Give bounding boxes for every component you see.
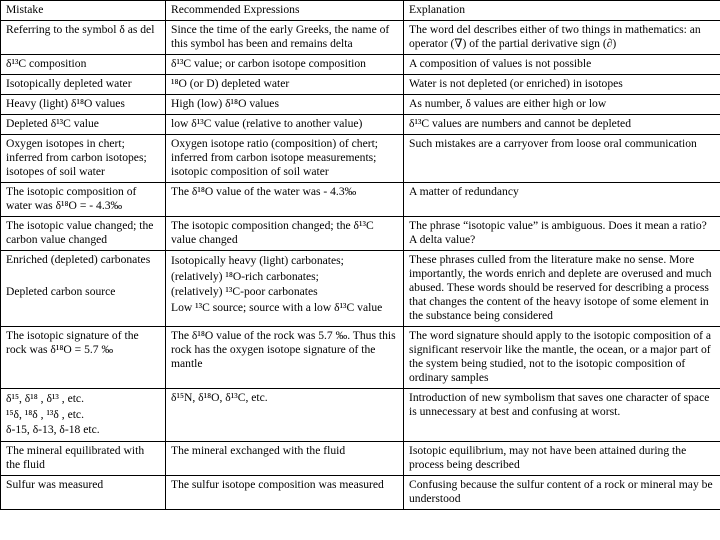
recommended-cell — [166, 389, 404, 442]
cell-text: Oxygen isotope ratio (composition) of chert; inferred from carbon isotope measurements; isotopic composition of soil water — [171, 137, 379, 178]
table-row — [1, 21, 720, 55]
recommended-cell — [166, 217, 404, 251]
cell-text: δ¹³C values are numbers and cannot be depleted — [409, 117, 631, 130]
recommended-cell — [166, 251, 404, 327]
cell-text: δ¹⁵N, δ¹⁸O, δ¹³C, etc. — [171, 391, 268, 404]
table-row — [1, 95, 720, 115]
cell-text: The δ¹⁸O value of the water was - 4.3‰ — [171, 185, 357, 198]
recommended-cell — [166, 475, 404, 509]
recommended-cell — [166, 327, 404, 389]
mistake-cell — [1, 115, 166, 135]
explanation-cell — [404, 475, 720, 509]
explanation-cell — [404, 75, 720, 95]
cell-text: Depleted δ¹³C value — [6, 117, 99, 130]
cell-text: δ¹³C composition — [6, 57, 87, 70]
table-row — [1, 75, 720, 95]
explanation-cell — [404, 389, 720, 442]
table-row — [1, 135, 720, 183]
recommended-cell — [166, 183, 404, 217]
cell-text: Since the time of the early Greeks, the name of this symbol has been and remains delta — [171, 23, 390, 50]
cell-text: A matter of redundancy — [409, 185, 519, 198]
explanation-cell — [404, 21, 720, 55]
cell-text: As number, δ values are either high or low — [409, 97, 607, 110]
explanation-cell — [404, 441, 720, 475]
recommended-cell — [166, 75, 404, 95]
recommended-cell — [166, 95, 404, 115]
mistake-cell — [1, 251, 166, 327]
explanation-cell — [404, 217, 720, 251]
cell-text: Confusing because the sulfur content of a rock or mineral may be understood — [409, 477, 713, 505]
cell-text: Sulfur was measured — [6, 477, 104, 491]
mistake-cell — [1, 95, 166, 115]
mistake-cell — [1, 217, 166, 251]
table-row — [1, 251, 720, 327]
recommended-cell — [166, 55, 404, 75]
cell-text: The isotopic signature of the rock was δ¹⁸O = 5.7 ‰ — [6, 329, 139, 356]
recommended-cell — [166, 135, 404, 183]
explanation-cell — [404, 115, 720, 135]
cell-text: The word del describes either of two things in mathematics: an operator (∇) of the partial derivative sign (∂) — [409, 23, 701, 50]
mistake-cell — [1, 441, 166, 475]
table-row — [1, 115, 720, 135]
table-row — [1, 183, 720, 217]
mistake-cell — [1, 475, 166, 509]
explanation-cell — [404, 251, 720, 327]
header-row — [1, 1, 720, 21]
cell-text: ¹⁵δ, ¹⁸δ , ¹³δ , etc. — [6, 407, 84, 421]
table-row — [1, 217, 720, 251]
cell-text: Heavy (light) δ¹⁸O values — [6, 97, 125, 110]
table-row — [1, 327, 720, 389]
cell-text: The mineral equilibrated with the fluid — [6, 443, 145, 471]
cell-text: Enriched (depleted) carbonates — [6, 253, 151, 266]
cell-text: A composition of values is not possible — [409, 57, 592, 70]
cell-text: The mineral exchanged with the fluid — [171, 443, 346, 457]
mistake-cell — [1, 327, 166, 389]
cell-text: (relatively) ¹⁸O-rich carbonates; — [171, 269, 319, 283]
cell-text: The sulfur isotope composition was measured — [171, 477, 384, 491]
cell-text: ¹⁸O (or D) depleted water — [171, 77, 290, 90]
table-row — [1, 389, 720, 442]
mistake-cell — [1, 135, 166, 183]
explanation-cell — [404, 183, 720, 217]
explanation-cell — [404, 55, 720, 75]
cell-text: The isotopic composition changed; the δ¹³C value changed — [171, 219, 374, 246]
explanation-cell — [404, 327, 720, 389]
recommended-cell — [166, 21, 404, 55]
cell-text: Depleted carbon source — [6, 285, 116, 298]
header-recommended: Recommended Expressions — [166, 1, 404, 21]
cell-text: Isotopic equilibrium, may not have been attained during the process being described — [409, 443, 687, 471]
cell-text: Isotopically depleted water — [6, 77, 132, 90]
cell-text: Such mistakes are a carryover from loose oral communication — [409, 137, 697, 150]
cell-text: (relatively) ¹³C-poor carbonates — [171, 285, 318, 298]
cell-text: Introduction of new symbolism that saves one character of space is unnecessary at best and confusing at worst. — [409, 391, 710, 418]
table-row — [1, 55, 720, 75]
cell-text: Isotopically heavy (light) carbonates; — [171, 254, 344, 267]
cell-text: The word signature should apply to the isotopic composition of a significant reservoir like the mantle, the ocean, or a major part of the system being studied, not to the isotopic composition of ordinary samples — [409, 329, 712, 384]
cell-text: Referring to the symbol δ as del — [6, 23, 155, 36]
mistake-cell — [1, 389, 166, 442]
header-mistake: Mistake — [1, 1, 166, 21]
cell-text: The isotopic composition of water was δ¹⁸O = - 4.3‰ — [6, 185, 137, 212]
cell-text: δ¹⁵, δ¹⁸ , δ¹³ , etc. — [6, 392, 84, 405]
table-row — [1, 475, 720, 509]
header-explanation: Explanation — [404, 1, 720, 21]
cell-text: δ-15, δ-13, δ-18 etc. — [6, 423, 100, 436]
cell-text: The δ¹⁸O value of the rock was 5.7 ‰. Thus this rock has the oxygen isotope signature of the mantle — [171, 329, 396, 370]
cell-text: δ¹³C value; or carbon isotope composition — [171, 57, 366, 70]
explanation-cell — [404, 135, 720, 183]
recommended-cell — [166, 115, 404, 135]
mistake-cell — [1, 75, 166, 95]
cell-text: The isotopic value changed; the carbon value changed — [6, 219, 154, 246]
mistake-cell — [1, 55, 166, 75]
cell-text: High (low) δ¹⁸O values — [171, 97, 279, 110]
cell-text: Water is not depleted (or enriched) in isotopes — [409, 77, 623, 90]
cell-text: Oxygen isotopes in chert; inferred from carbon isotopes; isotopes of soil water — [6, 137, 147, 178]
table-row — [1, 441, 720, 475]
cell-text: Low ¹³C source; source with a low δ¹³C value — [171, 300, 383, 314]
explanation-cell — [404, 95, 720, 115]
cell-text: These phrases culled from the literature make no sense. More importantly, the words enrich and deplete are overused and much abused. These words should be reserved for describing a process that changes the content of the heavy isotope of some element in the substance being considered — [409, 253, 712, 322]
cell-text: The phrase “isotopic value” is ambiguous. Does it mean a ratio? A delta value? — [409, 219, 707, 246]
recommended-cell — [166, 441, 404, 475]
mistake-cell — [1, 183, 166, 217]
mistake-cell — [1, 21, 166, 55]
cell-text: low δ¹³C value (relative to another value) — [171, 117, 363, 130]
